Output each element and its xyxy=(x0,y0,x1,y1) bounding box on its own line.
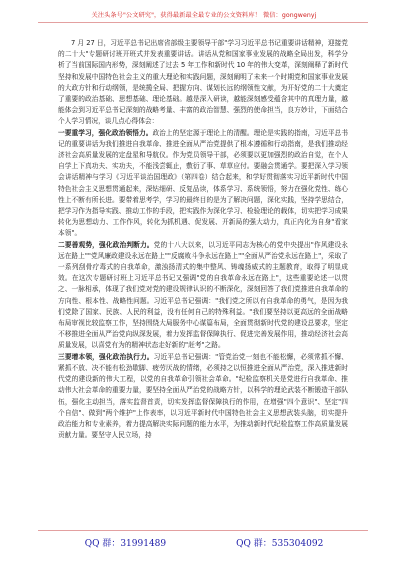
section-1-heading: 一要重学习，强化政治领悟力。 xyxy=(58,128,153,137)
section-2-heading: 二要善观势，强化政治判断力。 xyxy=(58,240,154,249)
section-2 xyxy=(58,240,348,352)
header-banner: 关注头条号"公文研究"，获得最新最全最专业的公文资料库！ 微信：gongwenyj xyxy=(91,12,317,19)
section-3-heading: 三要增本领，强化政治执行力。 xyxy=(58,352,154,361)
section-2-text: 党的十八大以来，以习近平同志为核心的党中央提出"作风建设永远在路上""党风廉政建设永远在路上""反腐败斗争永远在路上""全面从严治党永远在路上"，采取了一系列刮骨疗毒式的自我革命，激浊扬清式的集中整风、铸魂扬威式的主题教育，取得了明显成效。在这次专题研讨班上习近平总书记又强调"党的自我革命永远在路上"，这些重要论述一以贯之、一脉相承，体现了我们党对党的建设规律认识的不断深化，深刻回答了我们党推进自我革命的方向性、根本性、战略性问题。习近平总书记强调："我们党之所以有自我革命的勇气，是因为我们党除了国家、民族、人民的利益，没有任何自己的特殊利益。"我们要坚持以更高远的全面战略布局审视比较监察工作，坚持围绕大局服务中心谋篇布局，全面贯彻新时代党的建设总要求，坚定不移推进全面从严治党向纵深发展，着力发挥监督保障执行、促进完善发展作用，推动经济社会高质量发展，以喜党有为的精神状态走好新的"赶考"之路。 xyxy=(58,240,348,350)
footer-divider xyxy=(38,530,368,531)
footer xyxy=(0,536,408,549)
header-divider xyxy=(38,22,368,23)
footer-qq-group-2: QQ 群：535304092 xyxy=(236,539,324,549)
section-3-text: 习近平总书记强调："管党治党一刻也不能松懈，必须常抓不懈、紧抓不放、决不能有松劲歇脚、疲劳厌战的情绪，必须持之以恒推进全面从严治党，深入推进新时代党的建设新的伟大工程，以党的自我革命引领社会革命。"纪检监察机关是党进行自我革命、推动伟大社会革命的重要力量，要坚持全面从严治党的战略方针，以科学的理论武装不断锻造干部队伍，强化主动担当，落实监督首责，切实发挥监督保障执行的作用，在增强"四个意识"、坚定"四个自信"、做到"两个维护"上作表率，以习近平新时代中国特色社会主义思想武装头脑，切实提升政治能力和专业素养，着力提高解决实际问题的能力水平，为推动新时代纪检监察工作高质量发展贡献力量。要坚守人民立场，持 xyxy=(58,352,348,440)
document-body xyxy=(58,38,348,441)
intro-paragraph: 7 月 27 日，习近平总书记出席省部级主要领导干部"学习习近平总书记重要讲话精神，迎接党的二十大"专题研讨班开班式并发表重要讲话。讲话从党和国家事业发展的战略全局出发，科学分析了当前国际国内形势，深刻阐述了过去 5 年工作和新时代 10 年的伟大变革，深刻阐释了新时代坚持和发展中国特色社会主义的重大理论和实践问题，深刻阐明了未来一个时期党和国家事业发展的大政方针和行动纲领，是统揽全局、把握方向、谋划长远的纲领性文献，为开好党的二十大奠定了重要的政治基础、思想基础、理论基础。越是深入研读，越能深刻感受蕴含其中的真理力量，越能体会到习近平总书记深刻的战略考量、丰富的政治智慧、强烈的使命担当，良方妙计，下面结合个人学习情况，谈几点心得体会： xyxy=(58,39,348,126)
section-3 xyxy=(58,352,348,442)
section-1 xyxy=(58,128,348,240)
section-1-text: 政治上的坚定源于理论上的清醒。理论是实践的指南，习近平总书记的重要讲话为我们推进自我革命、推进全面从严治党提供了根本遵循和行动指南，是我们推动经济社会高质量发展的定盘星和导航仪。作为党员领导干部，必须要以更加强烈的政治自觉，在个人自学上下真功夫、实功夫，不能浅尝辄止，敷衍了事、草草应付。要融会贯通学。要把深入学习领会讲话精神与学习《习近平谈治国理政》（第四卷）结合起来，和学好贯彻落实习近平新时代中国特色社会主义思想贯通起来，深钻细研、反复品读，体系学习、系统领悟，努力在强化党性、练心性上不断有所长进。要带着思考学，学习的最终目的是为了解决问题，深化实践，坚持学思结合，把学习作为指导实践、推动工作的手段，把实践作为深化学习、检验理论的载体，切实把学习成果转化为思想动力、工作作风，转化为抓机遇、促发展、开新局的强大动力，真正内化为自身"看家本领"。 xyxy=(58,128,348,238)
footer-qq-group-1: QQ 群：31991489 xyxy=(84,539,167,549)
